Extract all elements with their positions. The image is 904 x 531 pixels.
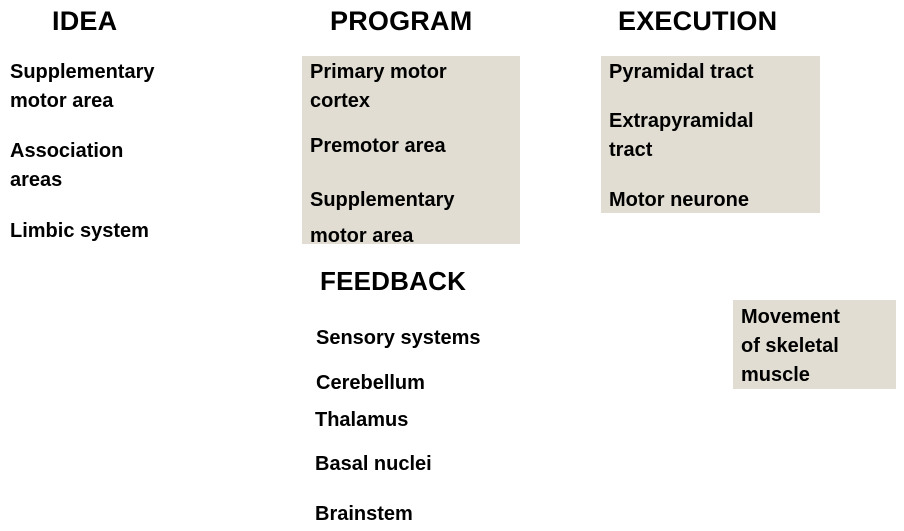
outcome-item-movement-of-skeletal-muscle: Movement of skeletal muscle bbox=[741, 306, 840, 386]
feedback-heading: FEEDBACK bbox=[320, 266, 467, 296]
idea-item-association-areas: Association areas bbox=[10, 140, 124, 191]
execution-item-extrapyramidal-tract: Extrapyramidal tract bbox=[609, 110, 754, 161]
execution-heading: EXECUTION bbox=[618, 6, 778, 36]
idea-item-supplementary-motor-area: Supplementary motor area bbox=[10, 61, 155, 112]
idea-heading: IDEA bbox=[52, 6, 118, 36]
feedback-item-basal-nuclei: Basal nuclei bbox=[315, 453, 432, 475]
program-item-supplementary-motor-area: Supplementary motor area bbox=[310, 189, 455, 247]
feedback-item-sensory-systems: Sensory systems bbox=[316, 327, 481, 349]
execution-item-motor-neurone: Motor neurone bbox=[609, 189, 749, 211]
feedback-item-brainstem: Brainstem bbox=[315, 503, 413, 525]
feedback-item-thalamus: Thalamus bbox=[315, 409, 409, 431]
idea-item-limbic-system: Limbic system bbox=[10, 220, 149, 242]
program-item-premotor-area: Premotor area bbox=[310, 135, 446, 157]
execution-item-pyramidal-tract: Pyramidal tract bbox=[609, 61, 754, 83]
feedback-item-cerebellum: Cerebellum bbox=[316, 372, 425, 394]
program-item-primary-motor-cortex: Primary motor cortex bbox=[310, 61, 447, 112]
program-heading: PROGRAM bbox=[330, 6, 473, 36]
